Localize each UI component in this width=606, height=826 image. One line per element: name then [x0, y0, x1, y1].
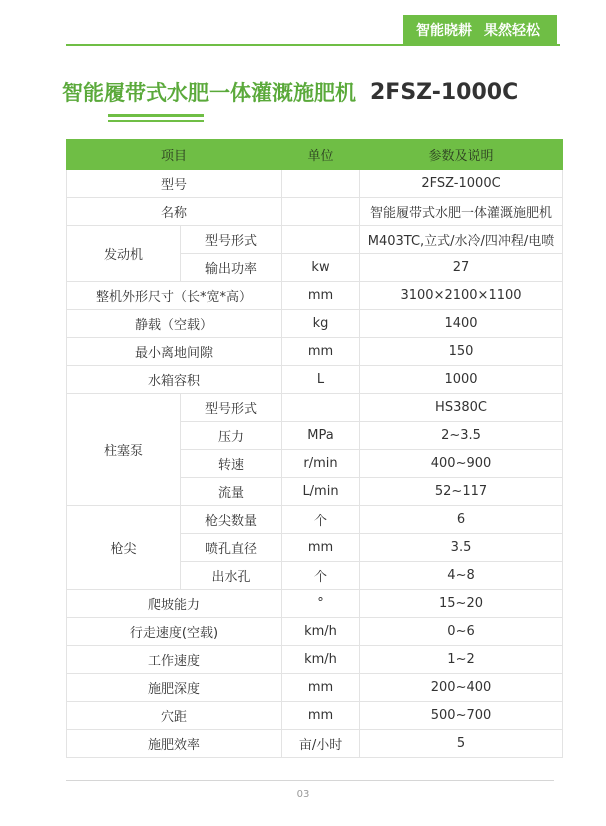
row-value: 1000 — [360, 366, 563, 394]
row-value: 3.5 — [360, 534, 563, 562]
row-unit: kw — [282, 254, 360, 282]
row-value: 400~900 — [360, 450, 563, 478]
row-value: 4~8 — [360, 562, 563, 590]
group-label-plunger-pump: 柱塞泵 — [67, 394, 181, 506]
row-value: 3100×2100×1100 — [360, 282, 563, 310]
row-value: 15~20 — [360, 590, 563, 618]
table-header-row — [67, 140, 563, 170]
row-value: 52~117 — [360, 478, 563, 506]
row-unit: km/h — [282, 618, 360, 646]
title-product-name: 智能履带式水肥一体灌溉施肥机 — [62, 81, 356, 105]
row-unit: mm — [282, 674, 360, 702]
title-underline — [108, 114, 204, 117]
header-rule — [66, 44, 560, 46]
row-label: 出水孔 — [181, 562, 282, 590]
row-unit — [282, 226, 360, 254]
row-label: 工作速度 — [67, 646, 282, 674]
row-unit: L — [282, 366, 360, 394]
row-unit: mm — [282, 338, 360, 366]
row-value: 0~6 — [360, 618, 563, 646]
row-unit: ° — [282, 590, 360, 618]
row-unit — [282, 170, 360, 198]
table-row — [67, 282, 563, 310]
header-item: 项目 — [67, 140, 282, 170]
table-row — [67, 394, 563, 422]
row-unit: km/h — [282, 646, 360, 674]
footer-rule — [66, 780, 554, 781]
row-value: HS380C — [360, 394, 563, 422]
group-label-engine: 发动机 — [67, 226, 181, 282]
row-label: 枪尖数量 — [181, 506, 282, 534]
group-label-nozzle: 枪尖 — [67, 506, 181, 590]
table-row — [67, 674, 563, 702]
row-label: 型号形式 — [181, 394, 282, 422]
row-value: 1~2 — [360, 646, 563, 674]
row-value: M403TC,立式/水冷/四冲程/电喷 — [360, 226, 563, 254]
row-unit: 亩/小时 — [282, 730, 360, 758]
row-unit — [282, 198, 360, 226]
row-value: 27 — [360, 254, 563, 282]
table-row — [67, 170, 563, 198]
row-label: 穴距 — [67, 702, 282, 730]
table-row — [67, 702, 563, 730]
table-row — [67, 338, 563, 366]
row-label: 施肥效率 — [67, 730, 282, 758]
row-label: 静载（空载） — [67, 310, 282, 338]
row-value: 200~400 — [360, 674, 563, 702]
row-value: 500~700 — [360, 702, 563, 730]
table-row — [67, 506, 563, 534]
row-label: 行走速度(空载) — [67, 618, 282, 646]
row-label: 压力 — [181, 422, 282, 450]
row-unit: mm — [282, 534, 360, 562]
row-label: 流量 — [181, 478, 282, 506]
spec-table — [66, 139, 563, 758]
page-title — [62, 76, 562, 108]
table-row — [67, 730, 563, 758]
row-label: 水箱容积 — [67, 366, 282, 394]
header-rule-end — [553, 15, 557, 46]
row-label: 转速 — [181, 450, 282, 478]
header-params: 参数及说明 — [360, 140, 563, 170]
row-unit: MPa — [282, 422, 360, 450]
table-row — [67, 226, 563, 254]
row-label: 施肥深度 — [67, 674, 282, 702]
page-number: 03 — [296, 789, 310, 800]
row-value: 150 — [360, 338, 563, 366]
row-unit: mm — [282, 702, 360, 730]
row-label: 型号 — [67, 170, 282, 198]
row-value: 2~3.5 — [360, 422, 563, 450]
title-model-number: 2FSZ-1000C — [370, 79, 519, 105]
row-label: 喷孔直径 — [181, 534, 282, 562]
row-unit: 个 — [282, 506, 360, 534]
slogan-right: 果然轻松 — [484, 23, 540, 39]
row-label: 型号形式 — [181, 226, 282, 254]
table-row — [67, 198, 563, 226]
row-unit: kg — [282, 310, 360, 338]
slogan-banner — [403, 15, 553, 45]
row-value: 1400 — [360, 310, 563, 338]
row-label: 爬坡能力 — [67, 590, 282, 618]
row-value: 2FSZ-1000C — [360, 170, 563, 198]
table-row — [67, 618, 563, 646]
row-unit: L/min — [282, 478, 360, 506]
title-underline-secondary — [108, 120, 204, 122]
row-unit: mm — [282, 282, 360, 310]
slogan-left: 智能晓耕 — [416, 23, 472, 39]
row-unit — [282, 394, 360, 422]
table-row — [67, 646, 563, 674]
table-row — [67, 366, 563, 394]
row-label: 最小离地间隙 — [67, 338, 282, 366]
header-unit: 单位 — [282, 140, 360, 170]
table-row — [67, 590, 563, 618]
row-unit: 个 — [282, 562, 360, 590]
table-row — [67, 310, 563, 338]
row-label: 名称 — [67, 198, 282, 226]
row-label: 输出功率 — [181, 254, 282, 282]
row-unit: r/min — [282, 450, 360, 478]
row-value: 智能履带式水肥一体灌溉施肥机 — [360, 198, 563, 226]
row-label: 整机外形尺寸（长*宽*高） — [67, 282, 282, 310]
row-value: 5 — [360, 730, 563, 758]
row-value: 6 — [360, 506, 563, 534]
